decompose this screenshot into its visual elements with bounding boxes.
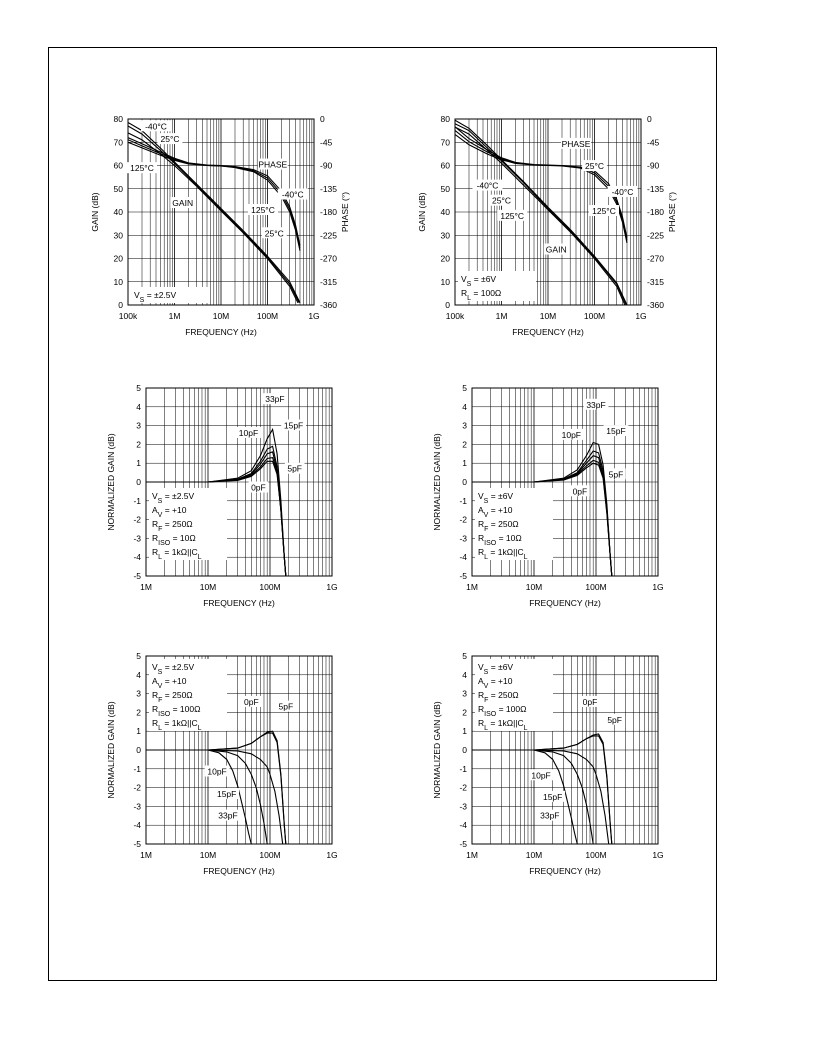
x-tick-label: 10M <box>212 311 230 321</box>
y2-tick-label: -225 <box>647 230 665 241</box>
annotation-label: 0pF <box>244 696 259 707</box>
y-tick-label: 70 <box>113 137 123 148</box>
annotation-label: 125°C <box>130 163 154 174</box>
y-tick-label: 60 <box>113 160 123 171</box>
x-axis-label: FREQUENCY (Hz) <box>529 866 601 876</box>
condition-label: $A_V = +10$ <box>478 505 513 519</box>
y2-tick-label: -360 <box>647 300 665 310</box>
y-tick-label: 20 <box>113 253 123 264</box>
y-tick-label: 60 <box>440 160 450 171</box>
y-tick-label: 30 <box>113 230 123 241</box>
y-tick-label: 50 <box>113 183 123 194</box>
y-tick-label: -2 <box>459 782 467 793</box>
series-line-15pf <box>146 750 267 844</box>
condition-label: $R_{ISO} = 100\Omega$ <box>152 704 201 718</box>
y-tick-label: -1 <box>459 763 467 774</box>
annotation-label: 10pF <box>531 770 551 781</box>
x-tick-label: 1G <box>652 582 664 592</box>
x-axis-label: FREQUENCY (Hz) <box>512 327 584 337</box>
condition-label: $R_F = 250\Omega$ <box>478 519 519 533</box>
x-tick-label: 10M <box>199 850 217 860</box>
condition-label: $R_F = 250\Omega$ <box>152 519 193 533</box>
y-tick-label: 0 <box>136 477 141 487</box>
annotation-label: -40°C <box>281 189 304 200</box>
y-tick-label: -2 <box>459 514 467 525</box>
y2-tick-label: -45 <box>647 137 660 148</box>
condition-label: $R_L = 1k\Omega||C_L$ <box>478 547 528 561</box>
condition-label: $R_L = 100\Omega$ <box>461 288 502 302</box>
annotation-label: 125°C <box>500 210 525 221</box>
x-tick-label: 10M <box>525 850 543 860</box>
normalized-gain-chart-riso10-vs-2p5v <box>100 378 350 618</box>
annotation-label: 5pF <box>608 469 624 480</box>
y-tick-label: 3 <box>136 688 141 699</box>
x-tick-label: 100M <box>585 582 607 592</box>
y-tick-label: 2 <box>136 439 141 450</box>
normalized-gain-chart-riso100-vs-6v <box>426 646 676 886</box>
x-tick-label: 100k <box>445 311 465 321</box>
x-tick-label: 1G <box>326 850 338 860</box>
annotation-label: 10pF <box>207 766 227 777</box>
y-tick-label: -1 <box>459 495 467 506</box>
y-tick-label: 3 <box>136 420 141 431</box>
y-tick-label: 70 <box>440 137 450 148</box>
annotation-label: 125°C <box>592 206 616 217</box>
annotation-label: 15pF <box>283 420 304 431</box>
y2-tick-label: -135 <box>320 183 338 194</box>
y2-tick-label: 0 <box>320 114 325 124</box>
condition-label: $R_{ISO} = 10\Omega$ <box>152 533 196 547</box>
condition-label: $V_S = \pm 2.5V$ <box>152 662 195 676</box>
y-tick-label: -2 <box>133 514 141 525</box>
y-tick-label: -5 <box>459 571 467 581</box>
condition-label: $R_F = 250\Omega$ <box>152 690 193 704</box>
y-tick-label: -3 <box>459 533 467 544</box>
x-tick-label: 1M <box>140 850 152 860</box>
y-tick-label: 80 <box>440 114 450 124</box>
y2-tick-label: -45 <box>320 137 333 148</box>
annotation-label: 15pF <box>606 426 626 437</box>
condition-label: $R_L = 1k\Omega||C_L$ <box>152 718 202 732</box>
condition-label: $R_{ISO} = 10\Omega$ <box>478 533 522 547</box>
condition-label: $V_S = \pm 2.5V$ <box>152 491 195 505</box>
annotation-label: 33pF <box>218 810 238 821</box>
y-tick-label: 40 <box>113 207 123 217</box>
annotation-label: 25°C <box>585 161 604 172</box>
x-axis-label: FREQUENCY (Hz) <box>185 327 257 337</box>
y2-tick-label: -135 <box>647 183 665 194</box>
y2-tick-label: 0 <box>647 114 652 124</box>
x-tick-label: 1M <box>466 582 478 592</box>
x-tick-label: 100M <box>256 311 279 321</box>
y-tick-label: -3 <box>459 801 467 812</box>
y-tick-label: -4 <box>459 820 467 831</box>
annotation-label: 33pF <box>540 810 560 821</box>
annotation-label: 33pF <box>586 399 606 410</box>
condition-label: $R_{ISO} = 100\Omega$ <box>478 704 527 718</box>
y-tick-label: 2 <box>462 439 467 450</box>
annotation-label: 0pF <box>251 482 266 493</box>
annotation-label: 10pF <box>561 429 582 440</box>
condition-label: $V_S = \pm 2.5V$ <box>134 290 177 304</box>
y2-tick-label: -315 <box>647 276 665 287</box>
y-tick-label: 5 <box>462 651 467 661</box>
y-tick-label: 5 <box>462 383 467 393</box>
y-tick-label: 1 <box>136 726 141 737</box>
y-tick-label: 10 <box>440 276 450 287</box>
y2-tick-label: -90 <box>320 160 333 171</box>
y-tick-label: 2 <box>462 707 467 718</box>
y-tick-label: -2 <box>133 782 141 793</box>
y-tick-label: 5 <box>136 383 141 393</box>
y-tick-label: 4 <box>462 401 467 412</box>
x-tick-label: 100M <box>259 850 281 860</box>
y2-tick-label: -180 <box>320 207 338 217</box>
x-tick-label: 1G <box>326 582 338 592</box>
y-tick-label: 4 <box>136 401 141 412</box>
x-tick-label: 1G <box>308 311 320 321</box>
y-tick-label: 40 <box>440 207 450 217</box>
x-tick-label: 1G <box>652 850 664 860</box>
y-tick-label: -3 <box>133 533 141 544</box>
annotation-label: 25°C <box>492 195 511 206</box>
annotation-label: 25°C <box>264 228 284 239</box>
condition-label: $V_S = \pm 6V$ <box>461 274 497 288</box>
y-tick-label: 3 <box>462 420 467 431</box>
annotation-label: -40°C <box>476 180 499 191</box>
y-axis-label: NORMALIZED GAIN (dB) <box>432 433 442 531</box>
gain-phase-chart-vs-6v <box>405 108 677 350</box>
y-tick-label: 5 <box>136 651 141 661</box>
y-tick-label: 30 <box>440 230 450 241</box>
annotation-label: 125°C <box>251 205 275 215</box>
y-tick-label: 4 <box>136 669 141 680</box>
condition-label: $V_S = \pm 6V$ <box>478 491 514 505</box>
annotation-label: 5pF <box>278 701 294 712</box>
x-tick-label: 10M <box>539 311 557 321</box>
y-tick-label: -1 <box>133 495 141 506</box>
y2-tick-label: -225 <box>320 230 338 241</box>
y-tick-label: -4 <box>459 552 467 563</box>
annotation-label: 15pF <box>216 789 237 800</box>
annotation-label: PHASE <box>561 138 591 149</box>
y-tick-label: 0 <box>462 477 467 487</box>
series-line-gain-125-c <box>128 133 298 303</box>
y2-tick-label: -315 <box>320 276 338 287</box>
y-tick-label: 1 <box>136 458 141 469</box>
y-tick-label: 0 <box>462 745 467 755</box>
annotation-label: 0pF <box>582 696 598 707</box>
annotation-label: 5pF <box>287 463 303 474</box>
y2-tick-label: -180 <box>647 207 665 217</box>
annotation-label: 10pF <box>238 428 259 438</box>
y-axis-label: GAIN (dB) <box>90 192 100 232</box>
x-tick-label: 1G <box>635 311 647 321</box>
annotation-label: GAIN <box>545 244 567 255</box>
y-tick-label: -5 <box>133 839 141 849</box>
annotation-label: 0pF <box>572 486 588 497</box>
annotation-label: -40°C <box>145 121 167 132</box>
annotation-label: -40°C <box>611 186 634 197</box>
x-tick-label: 10M <box>525 582 543 592</box>
x-tick-label: 100M <box>583 311 606 321</box>
y-axis-label: NORMALIZED GAIN (dB) <box>432 701 442 799</box>
condition-label: $A_V = +10$ <box>152 676 187 690</box>
y2-tick-label: -90 <box>647 160 660 171</box>
y-tick-label: 0 <box>118 300 123 310</box>
x-tick-label: 100k <box>118 311 138 321</box>
x-tick-label: 1M <box>140 582 152 592</box>
condition-label: $R_L = 1k\Omega||C_L$ <box>152 547 202 561</box>
y-tick-label: -1 <box>133 763 141 774</box>
series-line-15pf <box>472 750 593 844</box>
x-tick-label: 1M <box>495 311 508 321</box>
x-axis-label: FREQUENCY (Hz) <box>203 866 275 876</box>
x-tick-label: 10M <box>199 582 217 592</box>
y-axis-label: GAIN (dB) <box>417 192 427 232</box>
y-tick-label: -5 <box>133 571 141 581</box>
y-tick-label: 10 <box>113 276 123 287</box>
y2-tick-label: -270 <box>320 253 338 264</box>
y-tick-label: -4 <box>133 820 141 831</box>
annotation-label: 15pF <box>542 791 563 802</box>
y2-tick-label: -270 <box>647 253 665 264</box>
y-tick-label: -5 <box>459 839 467 849</box>
x-axis-label: FREQUENCY (Hz) <box>529 598 601 608</box>
y-axis-label: NORMALIZED GAIN (dB) <box>106 701 116 799</box>
condition-label: $A_V = +10$ <box>478 676 513 690</box>
y-tick-label: 1 <box>462 458 467 469</box>
y-tick-label: 2 <box>136 707 141 718</box>
condition-label: $V_S = \pm 6V$ <box>478 662 514 676</box>
x-tick-label: 100M <box>585 850 607 860</box>
x-tick-label: 1M <box>168 311 181 321</box>
y-axis-label: NORMALIZED GAIN (dB) <box>106 433 116 531</box>
condition-label: $A_V = +10$ <box>152 505 187 519</box>
annotation-label: 33pF <box>265 394 285 405</box>
normalized-gain-chart-riso100-vs-2p5v <box>100 646 350 886</box>
y-tick-label: 1 <box>462 726 467 737</box>
y-tick-label: 50 <box>440 183 450 194</box>
x-tick-label: 1M <box>466 850 478 860</box>
y-tick-label: 3 <box>462 688 467 699</box>
condition-label: $R_F = 250\Omega$ <box>478 690 519 704</box>
y-tick-label: -3 <box>133 801 141 812</box>
annotation-label: 5pF <box>607 714 622 725</box>
y-tick-label: 80 <box>113 114 123 124</box>
annotation-label: 25°C <box>160 134 180 145</box>
annotation-label: PHASE <box>258 159 288 170</box>
gain-phase-chart-vs-2p5v <box>78 108 350 350</box>
normalized-gain-chart-riso10-vs-6v <box>426 378 676 618</box>
y2-tick-label: -360 <box>320 300 338 310</box>
y-tick-label: 0 <box>136 745 141 755</box>
y-tick-label: 4 <box>462 669 467 680</box>
annotation-label: GAIN <box>172 198 194 209</box>
condition-label: $R_L = 1k\Omega||C_L$ <box>478 718 528 732</box>
y-tick-label: -4 <box>133 552 141 563</box>
y2-axis-label: PHASE (°) <box>340 191 350 233</box>
y2-axis-label: PHASE (°) <box>667 191 677 233</box>
y-tick-label: 20 <box>440 253 450 264</box>
x-axis-label: FREQUENCY (Hz) <box>203 598 275 608</box>
y-tick-label: 0 <box>445 300 450 310</box>
x-tick-label: 100M <box>259 582 281 592</box>
